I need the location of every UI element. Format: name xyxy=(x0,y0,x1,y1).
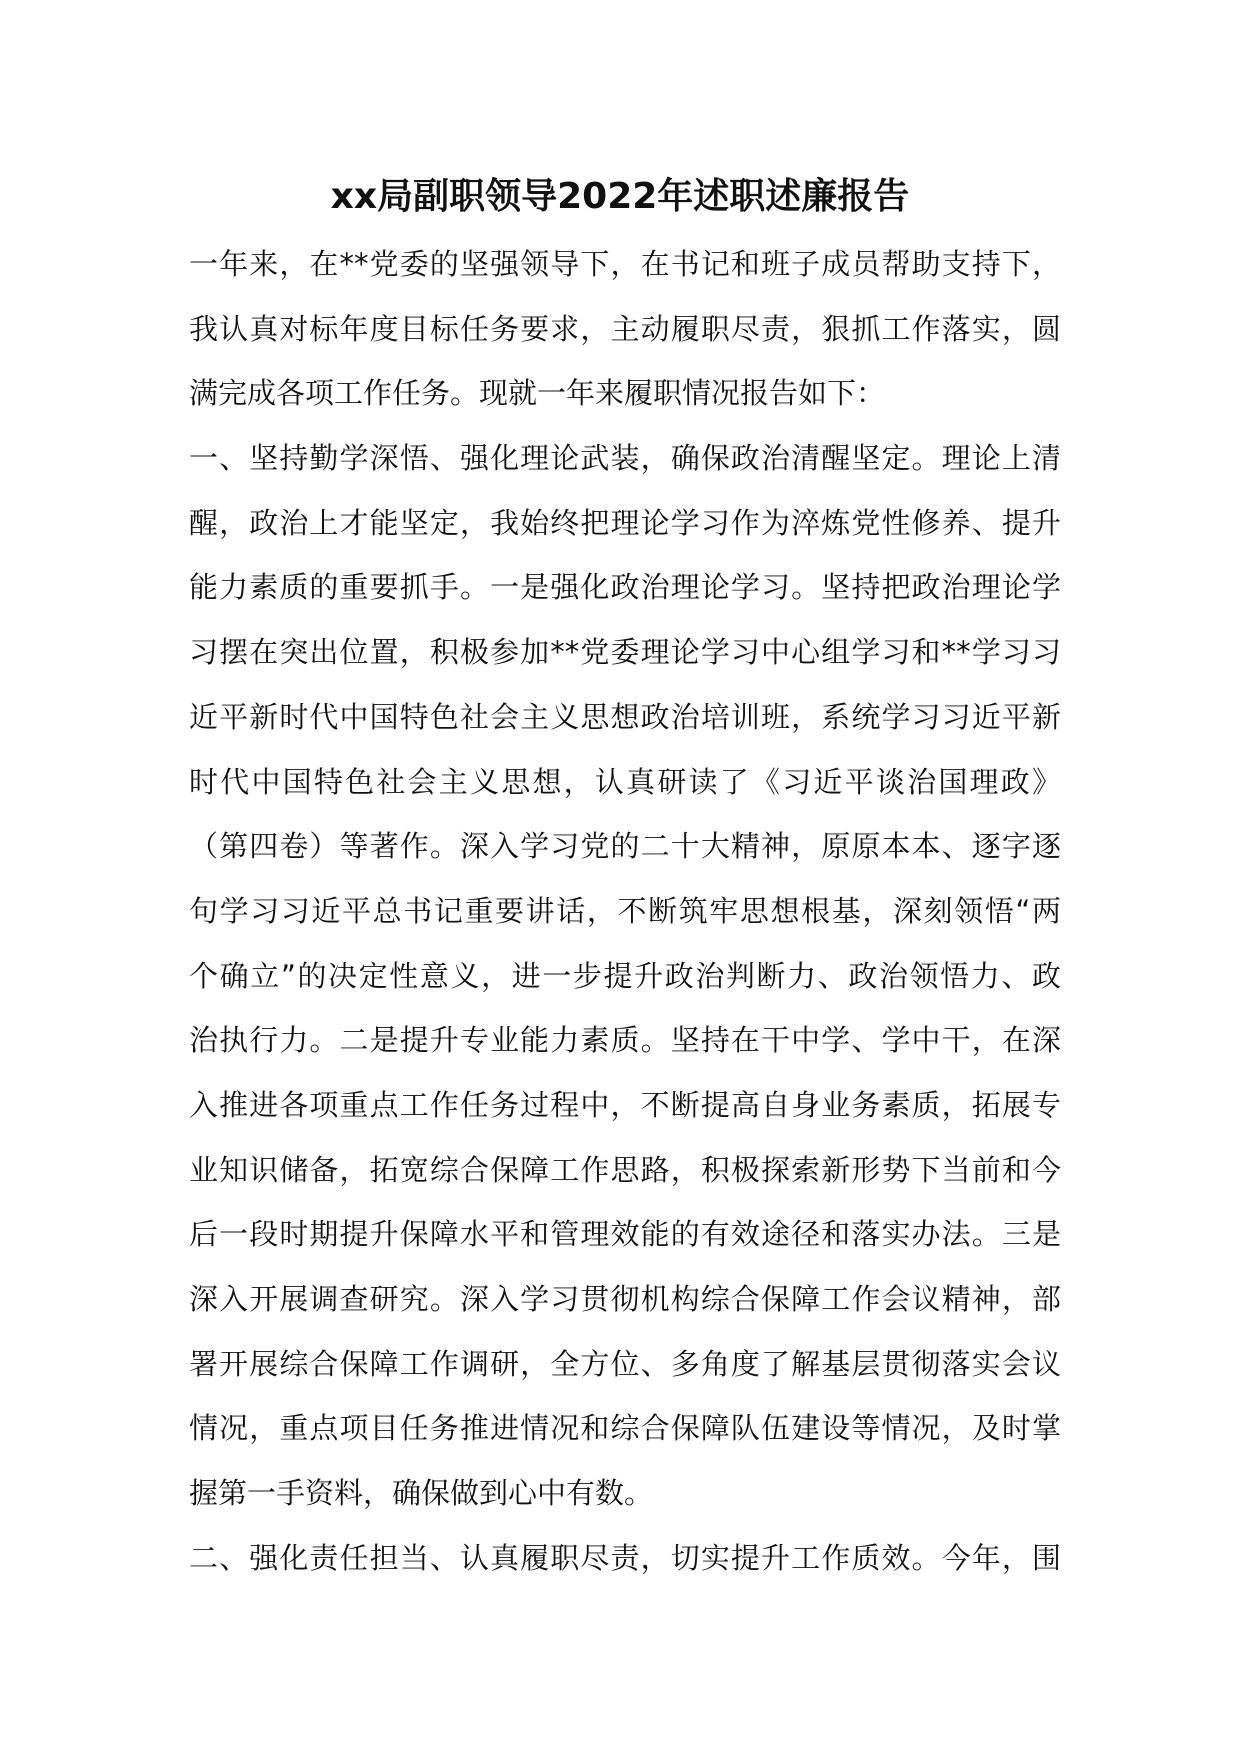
text-line: 深入开展调查研究。深入学习贯彻机构综合保障工作会议精神，部 xyxy=(189,1282,1061,1316)
text-line: 署开展综合保障工作调研，全方位、多角度了解基层贯彻落实会议 xyxy=(189,1346,1061,1381)
text-line: 我认真对标年度目标任务要求，主动履职尽责，狠抓工作落实，圆 xyxy=(189,311,1061,346)
text-line: （第四卷）等著作。深入学习党的二十大精神，原原本本、逐字逐 xyxy=(189,829,1061,864)
text-line: 入推进各项重点工作任务过程中，不断提高自身业务素质，拓展专 xyxy=(189,1087,1061,1122)
text-line: 情况，重点项目任务推进情况和综合保障队伍建设等情况，及时掌 xyxy=(189,1411,1061,1446)
text-line: 能力素质的重要抓手。一是强化政治理论学习。坚持把政治理论学 xyxy=(189,570,1061,605)
text-line: 个确立”的决定性意义，进一步提升政治判断力、政治领悟力、政 xyxy=(189,958,1061,993)
text-line: 一年来，在**党委的坚强领导下，在书记和班子成员帮助支持下， xyxy=(189,247,1061,281)
text-line: 后一段时期提升保障水平和管理效能的有效途径和落实办法。三是 xyxy=(189,1217,1061,1252)
text-line: 业知识储备，拓宽综合保障工作思路，积极探索新形势下当前和今 xyxy=(189,1152,1061,1187)
section-heading-line: 二、强化责任担当、认真履职尽责，切实提升工作质效。今年，围 xyxy=(189,1540,1061,1575)
text-line: 醒，政治上才能坚定，我始终把理论学习作为淬炼党性修养、提升 xyxy=(189,505,1061,540)
document-title: xx局副职领导2022年述职述廉报告 xyxy=(330,176,910,217)
text-line: 满完成各项工作任务。现就一年来履职情况报告如下： xyxy=(189,376,886,411)
text-line: 句学习习近平总书记重要讲话，不断筑牢思想根基，深刻领悟“两 xyxy=(189,893,1061,928)
text-line: 握第一手资料，确保做到心中有数。 xyxy=(189,1476,654,1511)
text-line: 习摆在突出位置，积极参加**党委理论学习中心组学习和**学习习 xyxy=(189,635,1061,670)
text-line: 治执行力。二是提升专业能力素质。坚持在干中学、学中干，在深 xyxy=(189,1023,1061,1058)
text-line: 时代中国特色社会主义思想，认真研读了《习近平谈治国理政》 xyxy=(189,764,1061,799)
text-line: 近平新时代中国特色社会主义思想政治培训班，系统学习习近平新 xyxy=(189,699,1061,734)
section-heading-line: 一、坚持勤学深悟、强化理论武装，确保政治清醒坚定。理论上清 xyxy=(189,441,1061,476)
document-body xyxy=(189,232,1061,1590)
